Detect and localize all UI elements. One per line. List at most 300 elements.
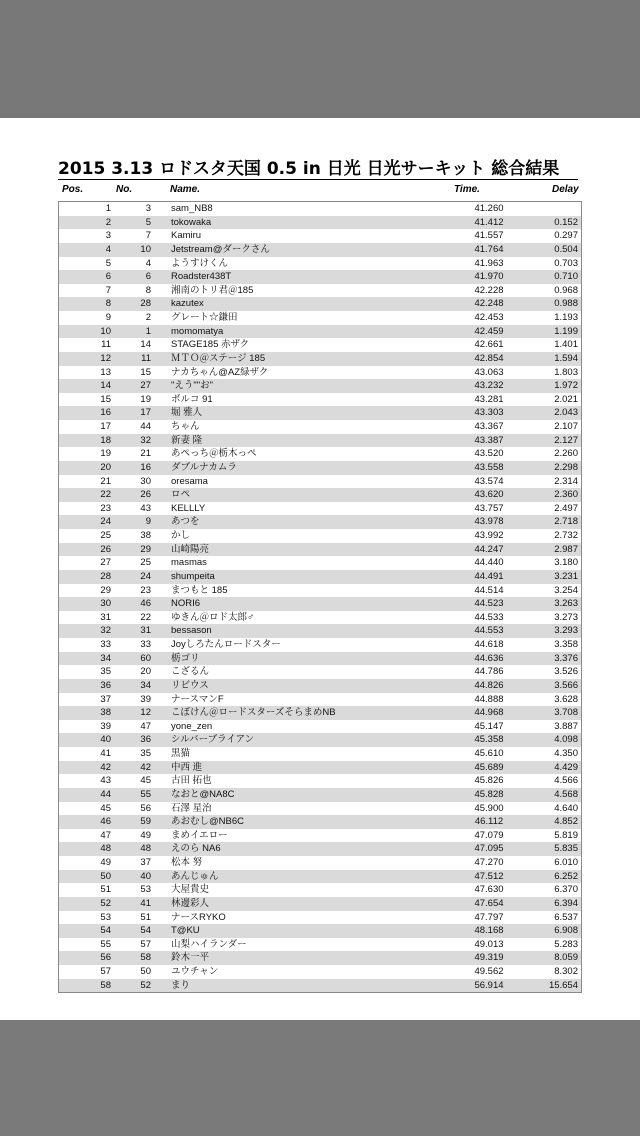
results-table bbox=[58, 201, 582, 993]
cell-no: 49 bbox=[140, 829, 151, 841]
cell-delay: 4.098 bbox=[554, 734, 578, 746]
cell-delay: 2.497 bbox=[554, 502, 578, 514]
cell-pos: 6 bbox=[105, 271, 111, 283]
cell-name: KELLLY bbox=[171, 502, 206, 514]
cell-pos: 12 bbox=[100, 352, 111, 364]
cell-no: 33 bbox=[140, 639, 151, 650]
viewer-top-bar bbox=[0, 0, 640, 118]
cell-delay: 3.887 bbox=[554, 720, 578, 732]
cell-time: 44.636 bbox=[474, 652, 504, 664]
table-row bbox=[59, 229, 581, 243]
cell-name: NORI6 bbox=[171, 598, 201, 610]
table-row bbox=[59, 420, 581, 434]
cell-time: 48.168 bbox=[474, 925, 504, 937]
cell-no: 5 bbox=[145, 216, 151, 228]
cell-delay: 4.568 bbox=[554, 788, 578, 800]
cell-delay: 0.968 bbox=[554, 284, 578, 296]
results-document bbox=[0, 118, 640, 1020]
cell-name: あぺっち＠栃木っぺ bbox=[171, 448, 257, 460]
table-row bbox=[59, 788, 581, 802]
cell-time: 42.248 bbox=[474, 298, 504, 310]
cell-name: Joyしろたんロードスター bbox=[171, 639, 281, 650]
cell-delay: 6.252 bbox=[554, 870, 578, 882]
cell-time: 45.900 bbox=[474, 802, 504, 814]
cell-name: 石澤 星治 bbox=[171, 802, 212, 814]
table-row bbox=[59, 584, 581, 598]
cell-time: 41.764 bbox=[474, 243, 504, 255]
cell-time: 45.358 bbox=[474, 734, 504, 746]
cell-delay: 3.273 bbox=[554, 611, 578, 623]
cell-pos: 54 bbox=[100, 925, 111, 937]
cell-time: 41.970 bbox=[474, 271, 504, 283]
cell-delay: 0.504 bbox=[554, 243, 578, 255]
cell-no: 56 bbox=[140, 802, 151, 814]
cell-pos: 22 bbox=[100, 489, 111, 501]
cell-name: sam_NB8 bbox=[171, 203, 213, 214]
cell-delay: 1.401 bbox=[554, 339, 578, 351]
cell-no: 44 bbox=[140, 421, 151, 432]
cell-no: 17 bbox=[140, 407, 151, 419]
cell-delay: 0.152 bbox=[554, 216, 578, 228]
cell-time: 44.826 bbox=[474, 679, 504, 691]
cell-no: 35 bbox=[140, 748, 151, 759]
cell-no: 45 bbox=[140, 775, 151, 787]
cell-time: 47.512 bbox=[474, 870, 504, 882]
table-row bbox=[59, 338, 581, 352]
cell-name: bessason bbox=[171, 625, 212, 637]
table-row bbox=[59, 802, 581, 816]
cell-time: 45.689 bbox=[474, 761, 504, 773]
cell-name: まり bbox=[171, 979, 191, 991]
cell-no: 51 bbox=[140, 911, 151, 923]
cell-time: 42.459 bbox=[474, 325, 504, 337]
cell-pos: 47 bbox=[100, 829, 111, 841]
cell-delay: 2.314 bbox=[554, 475, 578, 487]
cell-time: 44.247 bbox=[474, 543, 504, 555]
table-row bbox=[59, 257, 581, 271]
table-row bbox=[59, 829, 581, 843]
cell-time: 56.914 bbox=[474, 979, 504, 991]
cell-time: 43.978 bbox=[474, 516, 504, 528]
table-row bbox=[59, 747, 581, 761]
cell-no: 37 bbox=[140, 857, 151, 868]
table-row bbox=[59, 270, 581, 284]
cell-delay: 3.358 bbox=[554, 639, 578, 650]
cell-pos: 36 bbox=[100, 679, 111, 691]
table-row bbox=[59, 774, 581, 788]
cell-time: 41.260 bbox=[474, 203, 504, 214]
cell-pos: 58 bbox=[100, 979, 111, 991]
cell-no: 59 bbox=[140, 816, 151, 828]
cell-name: ナースRYKO bbox=[171, 911, 226, 923]
cell-pos: 17 bbox=[100, 421, 111, 432]
cell-no: 3 bbox=[145, 203, 151, 214]
table-row bbox=[59, 284, 581, 298]
cell-time: 45.828 bbox=[474, 788, 504, 800]
cell-time: 47.079 bbox=[474, 829, 504, 841]
table-row bbox=[59, 870, 581, 884]
cell-no: 43 bbox=[140, 502, 151, 514]
cell-name: shumpeita bbox=[171, 570, 215, 582]
cell-pos: 26 bbox=[100, 543, 111, 555]
cell-name: 山崎陽亮 bbox=[171, 543, 210, 555]
cell-no: 6 bbox=[145, 271, 151, 283]
cell-no: 42 bbox=[140, 761, 151, 773]
cell-pos: 23 bbox=[100, 502, 111, 514]
cell-time: 47.654 bbox=[474, 897, 504, 909]
cell-delay: 4.350 bbox=[554, 748, 578, 759]
cell-name: まめイエロー bbox=[171, 829, 228, 841]
cell-delay: 6.908 bbox=[554, 925, 578, 937]
cell-name: あんじゅん bbox=[171, 870, 219, 882]
table-row bbox=[59, 352, 581, 366]
table-row bbox=[59, 611, 581, 625]
cell-name: ＭＴＯ＠ステージ 185 bbox=[171, 352, 266, 364]
table-row bbox=[59, 911, 581, 925]
cell-no: 60 bbox=[140, 652, 151, 664]
cell-pos: 51 bbox=[100, 884, 111, 896]
cell-pos: 40 bbox=[100, 734, 111, 746]
cell-delay: 1.199 bbox=[554, 325, 578, 337]
cell-delay: 2.987 bbox=[554, 543, 578, 555]
cell-delay: 4.429 bbox=[554, 761, 578, 773]
cell-delay: 5.283 bbox=[554, 938, 578, 950]
cell-delay: 2.732 bbox=[554, 530, 578, 541]
table-row bbox=[59, 720, 581, 734]
cell-no: 53 bbox=[140, 884, 151, 896]
cell-name: ゆきん＠ロド太郎♂ bbox=[171, 611, 255, 623]
cell-name: ちゃん bbox=[171, 421, 200, 432]
cell-delay: 0.297 bbox=[554, 230, 578, 242]
cell-delay: 6.370 bbox=[554, 884, 578, 896]
table-row bbox=[59, 570, 581, 584]
cell-name: 新妻 隆 bbox=[171, 434, 203, 446]
cell-name: 黒猫 bbox=[171, 748, 191, 759]
cell-pos: 4 bbox=[105, 243, 111, 255]
cell-time: 44.514 bbox=[474, 584, 504, 596]
cell-pos: 56 bbox=[100, 952, 111, 964]
cell-pos: 38 bbox=[100, 707, 111, 719]
cell-time: 41.557 bbox=[474, 230, 504, 242]
table-row bbox=[59, 461, 581, 475]
cell-time: 44.888 bbox=[474, 693, 504, 705]
cell-name: 大屋貴史 bbox=[171, 884, 210, 896]
cell-name: 堀 雅人 bbox=[171, 407, 203, 419]
cell-name: こぼけん＠ロードスターズそらまめNB bbox=[171, 707, 336, 719]
cell-name: momomatya bbox=[171, 325, 224, 337]
table-row bbox=[59, 488, 581, 502]
cell-pos: 45 bbox=[100, 802, 111, 814]
table-row bbox=[59, 924, 581, 938]
cell-delay: 1.193 bbox=[554, 312, 578, 323]
cell-name: masmas bbox=[171, 557, 207, 569]
table-row bbox=[59, 243, 581, 257]
cell-pos: 8 bbox=[105, 298, 111, 310]
cell-no: 36 bbox=[140, 734, 151, 746]
cell-delay: 2.718 bbox=[554, 516, 578, 528]
cell-name: えのら NA6 bbox=[171, 843, 221, 855]
cell-delay: 2.260 bbox=[554, 448, 578, 460]
cell-no: 14 bbox=[140, 339, 151, 351]
cell-time: 44.440 bbox=[474, 557, 504, 569]
cell-delay: 2.107 bbox=[554, 421, 578, 432]
table-row bbox=[59, 379, 581, 393]
cell-no: 16 bbox=[140, 461, 151, 473]
header-pos: Pos. bbox=[62, 184, 84, 195]
cell-name: シルバーブライアン bbox=[171, 734, 255, 746]
table-row bbox=[59, 529, 581, 543]
cell-no: 23 bbox=[140, 584, 151, 596]
table-row bbox=[59, 842, 581, 856]
table-row bbox=[59, 311, 581, 325]
table-row bbox=[59, 652, 581, 666]
cell-pos: 42 bbox=[100, 761, 111, 773]
cell-delay: 2.298 bbox=[554, 461, 578, 473]
cell-delay: 2.127 bbox=[554, 434, 578, 446]
cell-no: 7 bbox=[145, 230, 151, 242]
cell-delay: 8.059 bbox=[554, 952, 578, 964]
cell-name: グレート☆鎌田 bbox=[171, 312, 238, 323]
cell-no: 39 bbox=[140, 693, 151, 705]
cell-delay: 3.263 bbox=[554, 598, 578, 610]
cell-time: 43.232 bbox=[474, 380, 504, 392]
cell-pos: 18 bbox=[100, 434, 111, 446]
cell-delay: 2.043 bbox=[554, 407, 578, 419]
cell-no: 27 bbox=[140, 380, 151, 392]
cell-time: 47.797 bbox=[474, 911, 504, 923]
table-row bbox=[59, 515, 581, 529]
table-row bbox=[59, 406, 581, 420]
cell-name: かし bbox=[171, 530, 191, 541]
cell-no: 46 bbox=[140, 598, 151, 610]
cell-time: 43.992 bbox=[474, 530, 504, 541]
cell-name: 山梨ハイランダー bbox=[171, 938, 247, 950]
cell-delay: 1.594 bbox=[554, 352, 578, 364]
cell-pos: 46 bbox=[100, 816, 111, 828]
cell-delay: 1.803 bbox=[554, 366, 578, 378]
cell-name: Kamiru bbox=[171, 230, 202, 242]
cell-delay: 5.835 bbox=[554, 843, 578, 855]
cell-delay: 4.640 bbox=[554, 802, 578, 814]
cell-pos: 1 bbox=[105, 203, 111, 214]
cell-no: 48 bbox=[140, 843, 151, 855]
cell-pos: 43 bbox=[100, 775, 111, 787]
cell-pos: 9 bbox=[105, 312, 111, 323]
cell-no: 26 bbox=[140, 489, 151, 501]
cell-name: 栃ゴリ bbox=[171, 652, 200, 664]
cell-delay: 0.988 bbox=[554, 298, 578, 310]
cell-no: 52 bbox=[140, 979, 151, 991]
cell-pos: 7 bbox=[105, 284, 111, 296]
cell-pos: 33 bbox=[100, 639, 111, 650]
cell-delay: 3.708 bbox=[554, 707, 578, 719]
cell-no: 41 bbox=[140, 897, 151, 909]
cell-time: 44.553 bbox=[474, 625, 504, 637]
cell-name: ナースマンF bbox=[171, 693, 224, 705]
cell-pos: 30 bbox=[100, 598, 111, 610]
viewer-bottom-bar bbox=[0, 1020, 640, 1136]
cell-no: 21 bbox=[140, 448, 151, 460]
cell-delay: 3.566 bbox=[554, 679, 578, 691]
cell-name: なおと@NA8C bbox=[171, 788, 235, 800]
cell-delay: 3.376 bbox=[554, 652, 578, 664]
cell-delay: 15.654 bbox=[548, 979, 578, 991]
cell-pos: 29 bbox=[100, 584, 111, 596]
cell-time: 41.963 bbox=[474, 257, 504, 269]
cell-no: 58 bbox=[140, 952, 151, 964]
cell-name: 中西 進 bbox=[171, 761, 203, 773]
cell-pos: 31 bbox=[100, 611, 111, 623]
cell-no: 28 bbox=[140, 298, 151, 310]
cell-name: まつもと 185 bbox=[171, 584, 228, 596]
cell-delay: 1.972 bbox=[554, 380, 578, 392]
cell-delay: 6.537 bbox=[554, 911, 578, 923]
cell-name: あおむし@NB6C bbox=[171, 816, 244, 828]
cell-delay: 0.710 bbox=[554, 271, 578, 283]
table-row bbox=[59, 815, 581, 829]
table-row bbox=[59, 679, 581, 693]
document-title: 2015 3.13 ロドスタ天国 0.5 in 日光 日光サーキット 総合結果 bbox=[58, 159, 560, 179]
cell-no: 11 bbox=[141, 352, 151, 364]
cell-time: 47.630 bbox=[474, 884, 504, 896]
cell-pos: 28 bbox=[100, 570, 111, 582]
cell-no: 1 bbox=[145, 325, 151, 337]
cell-time: 42.661 bbox=[474, 339, 504, 351]
header-name: Name. bbox=[170, 184, 201, 195]
table-row bbox=[59, 665, 581, 679]
cell-no: 40 bbox=[140, 870, 151, 882]
cell-time: 49.562 bbox=[474, 966, 504, 977]
header-delay: Delay bbox=[552, 184, 579, 195]
table-row bbox=[59, 938, 581, 952]
cell-no: 24 bbox=[140, 570, 151, 582]
cell-name: kazutex bbox=[171, 298, 204, 310]
cell-time: 44.618 bbox=[474, 639, 504, 650]
cell-pos: 16 bbox=[100, 407, 111, 419]
cell-no: 12 bbox=[140, 707, 151, 719]
table-row bbox=[59, 706, 581, 720]
cell-time: 42.228 bbox=[474, 284, 504, 296]
cell-no: 15 bbox=[140, 366, 151, 378]
cell-delay: 3.526 bbox=[554, 666, 578, 678]
cell-pos: 39 bbox=[100, 720, 111, 732]
table-row bbox=[59, 733, 581, 747]
cell-no: 32 bbox=[140, 434, 151, 446]
cell-name: ダブルナカムラ bbox=[171, 461, 237, 473]
cell-time: 44.786 bbox=[474, 666, 504, 678]
cell-name: Roadster438T bbox=[171, 271, 232, 283]
cell-name: ロペ bbox=[171, 489, 191, 501]
header-no: No. bbox=[116, 184, 133, 195]
cell-no: 57 bbox=[140, 938, 151, 950]
cell-no: 30 bbox=[140, 475, 151, 487]
cell-time: 45.147 bbox=[474, 720, 504, 732]
cell-time: 43.520 bbox=[474, 448, 504, 460]
cell-time: 43.303 bbox=[474, 407, 504, 419]
cell-name: ボルコ 91 bbox=[171, 393, 213, 405]
cell-name: "えう""お" bbox=[171, 380, 213, 392]
cell-delay: 0.703 bbox=[554, 257, 578, 269]
cell-delay: 2.360 bbox=[554, 489, 578, 501]
cell-time: 49.013 bbox=[474, 938, 504, 950]
cell-time: 42.854 bbox=[474, 352, 504, 364]
table-row bbox=[59, 297, 581, 311]
table-row bbox=[59, 979, 581, 993]
table-row bbox=[59, 502, 581, 516]
cell-pos: 2 bbox=[105, 216, 111, 228]
cell-name: こざるん bbox=[171, 666, 210, 678]
table-row bbox=[59, 761, 581, 775]
cell-name: 林邊彩人 bbox=[171, 897, 210, 909]
cell-pos: 53 bbox=[100, 911, 111, 923]
cell-no: 20 bbox=[140, 666, 151, 678]
cell-pos: 57 bbox=[100, 966, 111, 977]
cell-pos: 14 bbox=[100, 380, 111, 392]
cell-no: 54 bbox=[140, 925, 151, 937]
cell-time: 42.453 bbox=[474, 312, 504, 323]
cell-pos: 24 bbox=[100, 516, 111, 528]
table-row bbox=[59, 325, 581, 339]
table-row bbox=[59, 202, 581, 216]
cell-pos: 55 bbox=[100, 938, 111, 950]
cell-pos: 15 bbox=[100, 393, 111, 405]
table-row bbox=[59, 543, 581, 557]
cell-pos: 48 bbox=[100, 843, 111, 855]
cell-time: 43.558 bbox=[474, 461, 504, 473]
cell-time: 45.610 bbox=[474, 748, 504, 759]
cell-time: 49.319 bbox=[474, 952, 504, 964]
cell-no: 34 bbox=[140, 679, 151, 691]
cell-time: 43.574 bbox=[474, 475, 504, 487]
table-row bbox=[59, 856, 581, 870]
cell-name: yone_zen bbox=[171, 720, 213, 732]
cell-pos: 21 bbox=[100, 475, 111, 487]
cell-pos: 25 bbox=[100, 530, 111, 541]
cell-no: 2 bbox=[145, 312, 151, 323]
cell-time: 46.112 bbox=[474, 816, 504, 828]
cell-delay: 8.302 bbox=[554, 966, 578, 977]
table-row bbox=[59, 447, 581, 461]
table-row bbox=[59, 638, 581, 652]
cell-no: 22 bbox=[140, 611, 151, 623]
cell-delay: 4.852 bbox=[554, 816, 578, 828]
cell-delay: 3.254 bbox=[554, 584, 578, 596]
cell-name: oresama bbox=[171, 475, 208, 487]
table-row bbox=[59, 965, 581, 979]
table-row bbox=[59, 624, 581, 638]
cell-delay: 2.021 bbox=[554, 393, 578, 405]
cell-name: 松本 努 bbox=[171, 857, 203, 868]
cell-no: 10 bbox=[140, 243, 151, 255]
cell-name: tokowaka bbox=[171, 216, 212, 228]
table-row bbox=[59, 897, 581, 911]
table-row bbox=[59, 475, 581, 489]
cell-no: 50 bbox=[140, 966, 151, 977]
cell-pos: 5 bbox=[105, 257, 111, 269]
cell-pos: 37 bbox=[100, 693, 111, 705]
cell-pos: 19 bbox=[100, 448, 111, 460]
cell-pos: 50 bbox=[100, 870, 111, 882]
cell-time: 43.063 bbox=[474, 366, 504, 378]
cell-delay: 6.394 bbox=[554, 897, 578, 909]
cell-name: ナカちゃん@AZ緑ザク bbox=[171, 366, 269, 378]
cell-name: あつを bbox=[171, 516, 200, 528]
cell-no: 9 bbox=[145, 516, 151, 528]
cell-time: 43.757 bbox=[474, 502, 504, 514]
cell-no: 25 bbox=[140, 557, 151, 569]
cell-name: 湘南のトリ君＠185 bbox=[171, 284, 254, 296]
cell-time: 43.281 bbox=[474, 393, 504, 405]
